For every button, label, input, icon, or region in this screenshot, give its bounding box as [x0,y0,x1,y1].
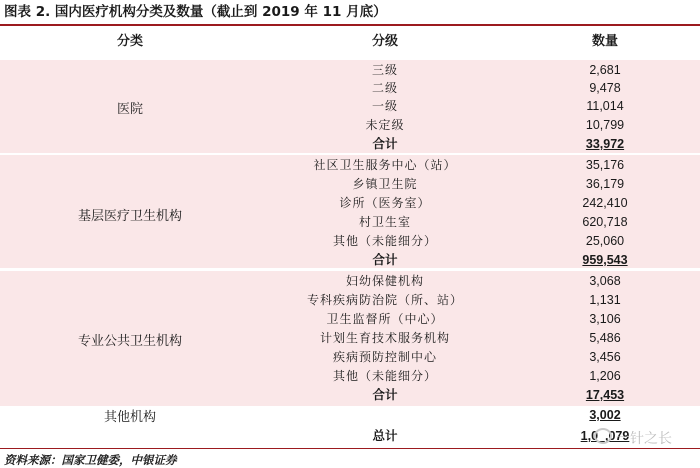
table-row [260,97,700,115]
level-cell: 专科疾病防治院（所、站） [306,293,463,307]
table-row [260,61,700,79]
table-row [260,291,700,309]
level-cell: 未定级 [365,118,405,132]
count-cell: 25,060 [585,234,625,248]
level-cell: 二级 [371,81,398,95]
category-label: 医院 [116,102,143,117]
table-row [260,213,700,231]
table-row [260,272,700,290]
level-cell: 其他（未能细分） [332,369,437,383]
level-cell: 一级 [371,99,398,113]
subtotal-label: 合计 [372,136,398,151]
subtotal-label: 合计 [372,387,398,402]
source-note: 资料来源：国家卫健委，中银证券 [4,453,177,467]
subtotal-row [260,386,700,404]
table-row [260,194,700,212]
count-cell: 9,478 [589,81,621,95]
count-cell: 242,410 [582,196,628,210]
level-cell: 诊所（医务室） [339,196,431,210]
header-count: 数量 [591,34,618,49]
table-row [260,156,700,174]
count-cell: 3,456 [589,350,621,364]
table-row [260,367,700,385]
count-cell: 36,179 [585,177,625,191]
count-cell: 3,068 [589,274,621,288]
count-cell: 35,176 [585,158,625,172]
count-cell: 10,799 [585,118,625,132]
level-cell: 卫生监督所（中心） [326,312,444,326]
subtotal-row [260,251,700,269]
count-cell: 1,131 [589,293,621,307]
table-title: 图表 2. 国内医疗机构分类及数量（截止到 2019 年 11 月底） [4,4,387,20]
count-cell: 2,681 [589,63,621,77]
level-cell: 妇幼保健机构 [345,274,424,288]
bottom-rule [0,448,700,449]
level-cell: 计划生育技术服务机构 [319,331,450,345]
subtotal-row [260,406,700,424]
subtotal-count: 3,002 [589,408,621,422]
table-row [260,310,700,328]
count-cell: 5,486 [589,331,621,345]
header-level: 分级 [371,34,398,49]
table-row [260,348,700,366]
watermark-text: 一针之长 [616,431,672,447]
subtotal-row [260,135,700,153]
table-row [260,79,700,97]
subtotal-count: 17,453 [585,388,625,402]
category-label: 基层医疗卫生机构 [77,209,182,224]
subtotal-count: 33,972 [585,137,625,151]
level-cell: 其他（未能细分） [332,234,437,248]
table-row [260,329,700,347]
subtotal-label: 合计 [372,252,398,267]
category-label: 专业公共卫生机构 [77,334,182,349]
count-cell: 11,014 [586,99,624,113]
table-row [260,232,700,250]
grand-total-label: 总计 [372,428,398,443]
level-cell: 三级 [371,63,398,77]
count-cell: 1,206 [589,369,621,383]
header-category: 分类 [116,34,143,49]
count-cell: 620,718 [582,215,628,229]
subtotal-count: 959,543 [582,253,628,267]
level-cell: 乡镇卫生院 [352,177,418,191]
category-label: 其他机构 [103,410,156,425]
watermark [568,428,698,446]
wechat-icon [594,428,612,444]
grand-total-count: 1,0_,079 [580,429,630,443]
level-cell: 疾病预防控制中心 [332,350,437,364]
table-row [260,175,700,193]
level-cell: 村卫生室 [358,215,411,229]
count-cell: 3,106 [589,312,621,326]
table-row [260,116,700,134]
level-cell: 社区卫生服务中心（站） [313,158,457,172]
